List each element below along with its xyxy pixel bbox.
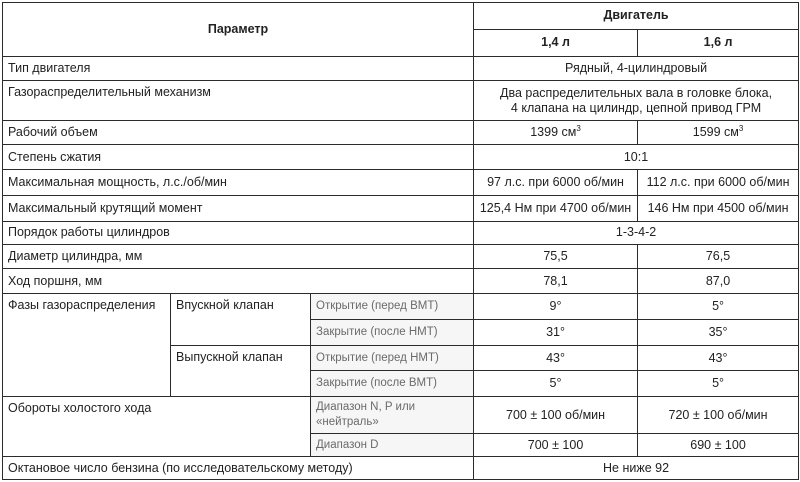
header-engine: Двигатель: [474, 3, 799, 30]
displacement-1-6-text: 1599 см: [692, 125, 739, 140]
row-label-engine-type: Тип двигателя: [3, 56, 474, 81]
value-idle-d-1-6: 690 ± 100: [638, 434, 799, 457]
row-label-timing-mechanism: Газораспределительный механизм: [3, 81, 474, 120]
row-label-max-power: Максимальная мощность, л.с./об/мин: [3, 170, 474, 196]
value-max-power-1-6: 112 л.с. при 6000 об/мин: [638, 170, 799, 196]
value-compression: 10:1: [474, 145, 799, 170]
value-exhaust-open-1-6: 43°: [638, 345, 799, 371]
row-label-max-torque: Максимальный крутящий момент: [3, 196, 474, 222]
timing-mechanism-line-1: Два распределительных вала в головке блока,: [500, 85, 773, 100]
value-displacement-1-4: [474, 120, 638, 145]
row-label-firing-order: Порядок работы цилиндров: [3, 221, 474, 244]
value-bore-1-6: 76,5: [638, 244, 799, 269]
idle-range-np-line-1: Диапазон N, P или: [316, 401, 416, 414]
engine-spec-table: [2, 2, 799, 480]
cubic-superscript: 3: [738, 123, 744, 133]
value-idle-np-1-6: 720 ± 100 об/мин: [638, 397, 799, 434]
row-label-compression: Степень сжатия: [3, 145, 474, 170]
label-exhaust-valve: Выпускной клапан: [171, 345, 311, 397]
row-label-stroke: Ход поршня, мм: [3, 269, 474, 294]
idle-range-np-line-2: «нейтраль»: [316, 416, 379, 429]
label-idle-range-d: Диапазон D: [311, 434, 474, 457]
row-label-idle-speed: Обороты холостого хода: [3, 397, 311, 457]
displacement-1-4-text: 1399 см: [530, 125, 577, 140]
value-exhaust-close-1-6: 5°: [638, 371, 799, 397]
value-exhaust-open-1-4: 43°: [474, 345, 638, 371]
label-intake-open: Открытие (перед ВМТ): [311, 294, 474, 320]
value-intake-close-1-4: 31°: [474, 319, 638, 345]
value-firing-order: 1-3-4-2: [474, 221, 799, 244]
value-displacement-1-6: [638, 120, 799, 145]
timing-mechanism-line-2: 4 клапана на цилиндр, цепной привод ГРМ: [510, 100, 762, 115]
value-bore-1-4: 75,5: [474, 244, 638, 269]
label-exhaust-open: Открытие (перед НМТ): [311, 345, 474, 371]
row-label-bore: Диаметр цилиндра, мм: [3, 244, 474, 269]
value-intake-close-1-6: 35°: [638, 319, 799, 345]
value-max-torque-1-4: 125,4 Нм при 4700 об/мин: [474, 196, 638, 222]
value-octane: Не ниже 92: [474, 457, 799, 480]
value-timing-mechanism: [474, 81, 799, 120]
value-stroke-1-4: 78,1: [474, 269, 638, 294]
header-param: Параметр: [3, 3, 474, 57]
value-idle-np-1-4: 700 ± 100 об/мин: [474, 397, 638, 434]
header-engine-1-4: 1,4 л: [474, 29, 638, 56]
label-exhaust-close: Закрытие (после ВМТ): [311, 371, 474, 397]
value-max-torque-1-6: 146 Нм при 4500 об/мин: [638, 196, 799, 222]
label-intake-valve: Впускной клапан: [171, 294, 311, 346]
value-engine-type: Рядный, 4-цилиндровый: [474, 56, 799, 81]
value-intake-open-1-6: 5°: [638, 294, 799, 320]
label-idle-range-np: [311, 397, 474, 434]
value-intake-open-1-4: 9°: [474, 294, 638, 320]
value-max-power-1-4: 97 л.с. при 6000 об/мин: [474, 170, 638, 196]
cubic-superscript: 3: [576, 123, 581, 133]
row-label-displacement: Рабочий объем: [3, 120, 474, 145]
row-label-octane: Октановое число бензина (по исследовательскому методу): [3, 457, 474, 480]
label-intake-close: Закрытие (после НМТ): [311, 319, 474, 345]
value-stroke-1-6: 87,0: [638, 269, 799, 294]
row-label-valve-timing: Фазы газораспределения: [3, 294, 171, 397]
header-engine-1-6: 1,6 л: [638, 29, 799, 56]
value-exhaust-close-1-4: 5°: [474, 371, 638, 397]
value-idle-d-1-4: 700 ± 100: [474, 434, 638, 457]
